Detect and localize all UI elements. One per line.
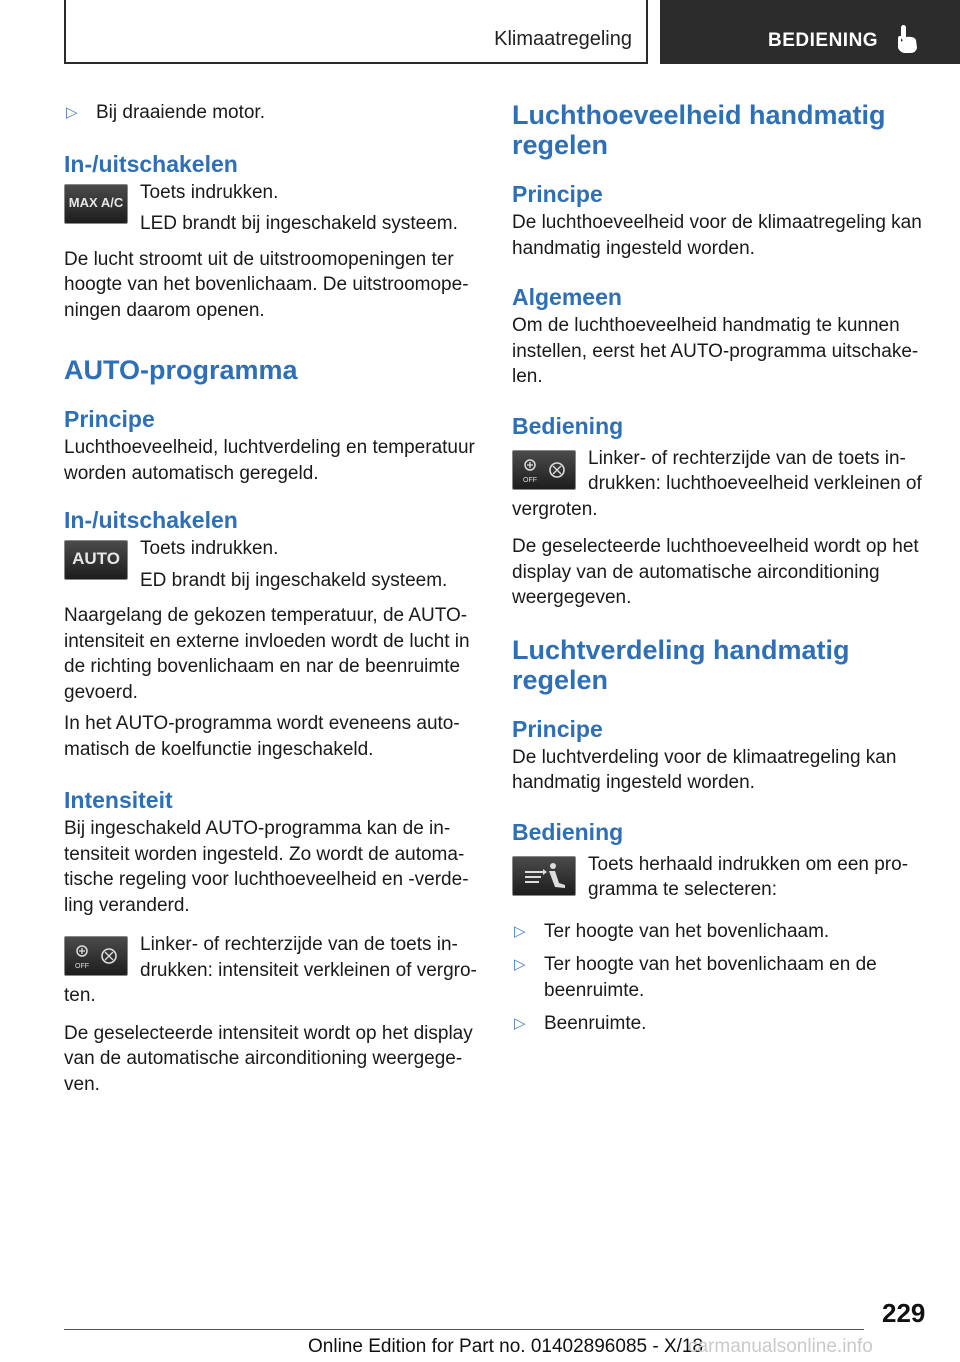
heading-air-volume: Luchthoeveelheid handmatig regelen [512, 100, 886, 160]
list-item [512, 1011, 932, 1037]
page-number: 229 [882, 1298, 926, 1328]
paragraph-intensity: Bij ingeschakeld AUTO-programma kan de in-tensiteit worden ingesteld. Zo wordt de automa-tische regeling voor luchthoeveelheid en -verde-ling veranderd. [64, 818, 469, 916]
bullet-text: Ter hoogte van het bovenlichaam en de beenruimte. [544, 954, 877, 1001]
triangle-bullet-icon: ▷ [514, 1015, 526, 1032]
heading-on-off: In-/uitschakelen [64, 150, 238, 177]
footer-divider [64, 1329, 864, 1330]
heading-principle: Principe [512, 715, 603, 742]
paragraph-principle: Luchthoeveelheid, luchtverdeling en temperatuur worden automatisch geregeld. [64, 437, 475, 484]
heading-general: Algemeen [512, 284, 622, 310]
auto-button-label: AUTO [72, 549, 120, 568]
header-chapter-box [660, 0, 960, 64]
paragraph-airflow: De lucht stroomt uit de uitstroomopeningen ter hoogte van het bovenlichaam. De uitstroomope-ningen daarom openen. [64, 248, 469, 321]
triangle-bullet-icon: ▷ [514, 956, 526, 973]
edition-text: Online Edition for Part no. 01402896085 - X/18 [308, 1336, 704, 1357]
chapter-title: BEDIENING [768, 30, 879, 51]
paragraph-cooling: In het AUTO-programma wordt eveneens auto-matisch de koelfunctie ingeschakeld. [64, 713, 460, 760]
max-ac-button-label: MAX A/C [68, 194, 124, 210]
volume-fan-text: Linker- of rechterzijde van de toets in-drukken: luchthoeveelheid verkleinen of [588, 447, 922, 494]
intensity-fan-text: Linker- of rechterzijde van de toets in-drukken: intensiteit verkleinen of vergro- [140, 934, 477, 981]
max-ac-button-icon [64, 184, 128, 224]
auto-instruction [64, 536, 484, 593]
heading-operation: Bediening [512, 412, 624, 439]
auto-button-icon [64, 540, 128, 580]
bullet-text: Beenruimte. [544, 1013, 647, 1034]
volume-instruction [512, 446, 932, 497]
list-item [512, 919, 932, 945]
heading-on-off: In-/uitschakelen [64, 507, 238, 533]
triangle-bullet-icon: ▷ [514, 922, 526, 940]
heading-operation: Bediening [512, 818, 624, 845]
fan-rocker-button-icon [64, 936, 128, 976]
intensity-instruction [64, 932, 484, 983]
paragraph-principle-distribution: De luchtverdeling voor de klimaatregeling kan handmatig ingesteld worden. [512, 746, 897, 793]
volume-fan-text-cont: vergroten. [512, 498, 598, 520]
heading-air-distribution: Luchtverdeling handmatig regelen [512, 634, 850, 695]
bullet-text: Bij draaiende motor. [96, 102, 265, 123]
left-column [64, 100, 484, 1097]
right-column [512, 100, 932, 1037]
list-item [512, 952, 932, 1003]
svg-text:OFF: OFF [75, 963, 89, 970]
intensity-fan-text-cont: ten. [64, 985, 96, 1006]
maxac-instruction [64, 180, 484, 237]
header-section-box [64, 0, 648, 64]
auto-text-2: ED brandt bij ingeschakeld systeem. [140, 569, 448, 591]
list-item [64, 100, 484, 126]
fan-rocker-button-icon [512, 450, 576, 490]
heading-auto-program: AUTO-programma [64, 355, 298, 385]
maxac-text-1: Toets indrukken. [140, 181, 279, 203]
pointing-hand-icon [894, 24, 920, 54]
distribution-text: Toets herhaald indrukken om een pro-gramma te selecteren: [588, 853, 909, 900]
svg-text:OFF: OFF [523, 476, 537, 484]
watermark-text: carmanualsonline.info [688, 1336, 873, 1357]
paragraph-volume-display: De geselecteerde luchthoeveelheid wordt op het display van de automatische airconditioning weergegeven. [512, 536, 919, 608]
distribution-instruction [512, 852, 932, 903]
auto-text-1: Toets indrukken. [140, 538, 279, 559]
bullet-text: Ter hoogte van het bovenlichaam. [544, 920, 830, 942]
paragraph-principle-volume: De luchthoeveelheid voor de klimaatregeling kan handmatig ingesteld worden. [512, 212, 922, 259]
heading-principle: Principe [64, 406, 155, 432]
maxac-text-2: LED brandt bij ingeschakeld systeem. [140, 213, 458, 234]
paragraph-intensity-display: De geselecteerde intensiteit wordt op het display van de automatische airconditioning weergege-ven. [64, 1022, 473, 1095]
paragraph-general: Om de luchthoeveelheid handmatig te kunnen instellen, eerst het AUTO-programma uitschake-len. [512, 315, 919, 387]
section-title: Klimaatregeling [494, 28, 632, 50]
heading-principle: Principe [512, 181, 603, 207]
paragraph-depending: Naargelang de gekozen temperatuur, de AUTO-intensiteit en externe invloeden wordt de lucht in de richting bovenlichaam en nar de beenruimte gevoerd. [64, 605, 470, 703]
air-distribution-button-icon [512, 856, 576, 896]
heading-intensity: Intensiteit [64, 787, 173, 813]
triangle-bullet-icon: ▷ [66, 104, 78, 121]
